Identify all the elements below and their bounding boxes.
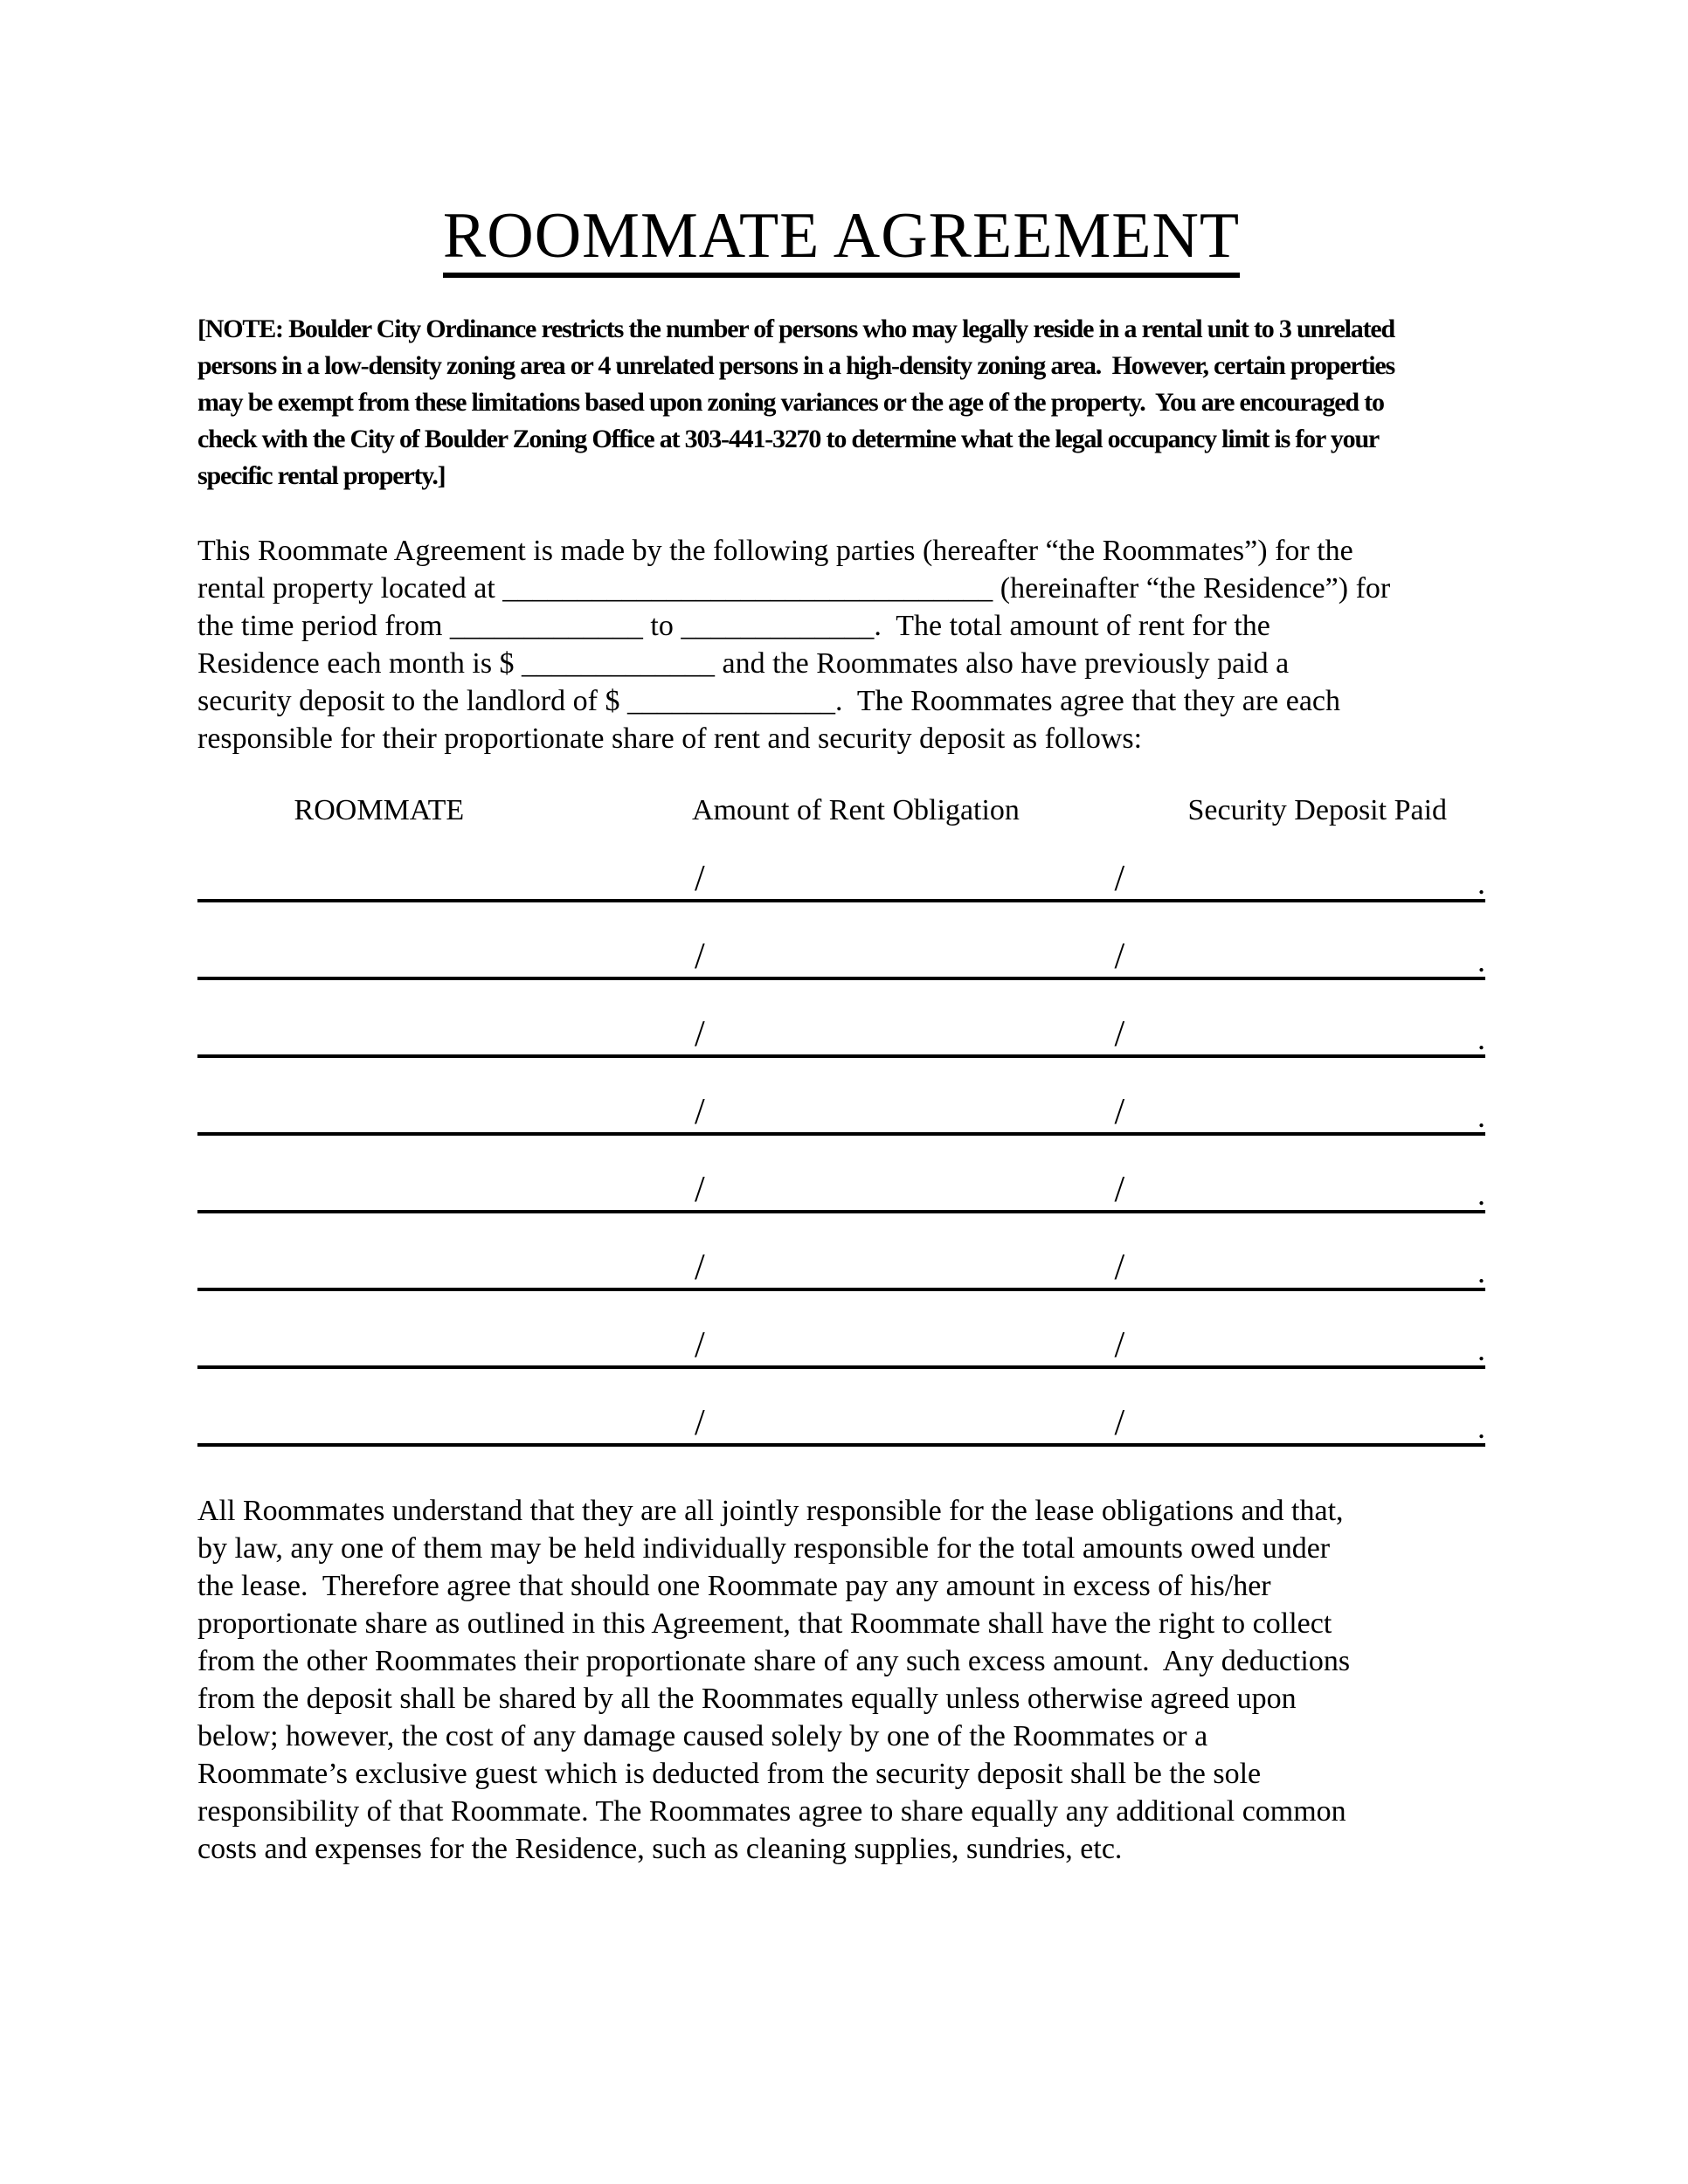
row-slash-2: /: [1114, 1014, 1125, 1054]
row-slash-2: /: [1114, 859, 1125, 899]
row-slash-1: /: [694, 1092, 705, 1132]
intro-line: responsible for their proportionate share of rent and security deposit as follows:: [197, 722, 1143, 755]
closing-paragraph: [197, 1492, 1485, 1868]
table-row: [197, 1213, 1485, 1291]
row-slash-2: /: [1114, 1325, 1125, 1365]
intro-paragraph: [197, 532, 1485, 757]
row-slash-1: /: [694, 1403, 705, 1443]
body-line: from the deposit shall be shared by all the Roommates equally unless otherwise agreed upon: [197, 1683, 1297, 1715]
table-row: [197, 980, 1485, 1058]
title-block: [197, 201, 1485, 278]
note-line: [NOTE: Boulder City Ordinance restricts the number of persons who may legally reside in a rental unit to 3 unrelated: [197, 314, 1394, 343]
table-row: [197, 902, 1485, 980]
row-slash-2: /: [1114, 1170, 1125, 1210]
body-line: by law, any one of them may be held individually responsible for the total amounts owed under: [197, 1532, 1331, 1565]
intro-line-deposit-blank: security deposit to the landlord of $ ______________. The Roommates agree that they are each: [197, 685, 1341, 717]
table-header-rent-obligation: Amount of Rent Obligation: [692, 794, 1020, 826]
table-row: [197, 1369, 1485, 1447]
body-line: proportionate share as outlined in this Agreement, that Roommate shall have the right to collect: [197, 1607, 1332, 1640]
row-slash-1: /: [694, 1170, 705, 1210]
note-paragraph: [197, 311, 1485, 494]
note-line: may be exempt from these limitations based upon zoning variances or the age of the property. You are encouraged to: [197, 388, 1384, 417]
table-header-roommate: ROOMMATE: [294, 794, 465, 826]
row-period: .: [1477, 1332, 1485, 1367]
row-period: .: [1477, 943, 1485, 978]
row-slash-2: /: [1114, 1248, 1125, 1288]
body-line: costs and expenses for the Residence, such as cleaning supplies, sundries, etc.: [197, 1833, 1123, 1865]
intro-line-property-blank: rental property located at _________________________________ (hereinafter “the Residence”) for: [197, 572, 1391, 605]
note-line: persons in a low-density zoning area or 4 unrelated persons in a high-density zoning area. However, certain properties: [197, 351, 1395, 380]
row-slash-2: /: [1114, 936, 1125, 977]
row-period: .: [1477, 1099, 1485, 1134]
row-slash-1: /: [694, 1014, 705, 1054]
table-row: [197, 1136, 1485, 1213]
document-content: [197, 0, 1485, 1868]
row-period: .: [1477, 1254, 1485, 1289]
row-period: .: [1477, 1177, 1485, 1212]
body-line: Roommate’s exclusive guest which is deducted from the security deposit shall be the sole: [197, 1758, 1262, 1790]
row-period: .: [1477, 1021, 1485, 1056]
intro-line-rent-blank: Residence each month is $ _____________ and the Roommates also have previously paid a: [197, 647, 1290, 680]
table-row: [197, 1058, 1485, 1136]
row-slash-1: /: [694, 1248, 705, 1288]
intro-line-period-blanks: the time period from _____________ to _____________. The total amount of rent for the: [197, 610, 1270, 642]
row-slash-1: /: [694, 1325, 705, 1365]
note-line: check with the City of Boulder Zoning Office at 303-441-3270 to determine what the legal occupancy limit is for your: [197, 425, 1380, 453]
table-header-security-deposit: Security Deposit Paid: [1187, 794, 1448, 826]
row-period: .: [1477, 866, 1485, 901]
body-line: responsibility of that Roommate. The Roommates agree to share equally any additional common: [197, 1795, 1346, 1828]
body-line: the lease. Therefore agree that should one Roommate pay any amount in excess of his/her: [197, 1570, 1271, 1602]
body-line: All Roommates understand that they are all jointly responsible for the lease obligations and that,: [197, 1495, 1344, 1527]
table-row: [197, 825, 1485, 902]
note-line: specific rental property.]: [197, 461, 446, 490]
body-line: below; however, the cost of any damage caused solely by one of the Roommates or a: [197, 1720, 1208, 1752]
row-slash-1: /: [694, 859, 705, 899]
row-period: .: [1477, 1410, 1485, 1445]
page-title: ROOMMATE AGREEMENT: [443, 201, 1240, 278]
row-slash-2: /: [1114, 1403, 1125, 1443]
roommate-fill-in-rows: [197, 825, 1485, 1447]
intro-line: This Roommate Agreement is made by the following parties (hereafter “the Roommates”) for the: [197, 535, 1353, 567]
table-row: [197, 1291, 1485, 1369]
row-slash-2: /: [1114, 1092, 1125, 1132]
body-line: from the other Roommates their proportionate share of any such excess amount. Any deductions: [197, 1645, 1351, 1677]
row-slash-1: /: [694, 936, 705, 977]
